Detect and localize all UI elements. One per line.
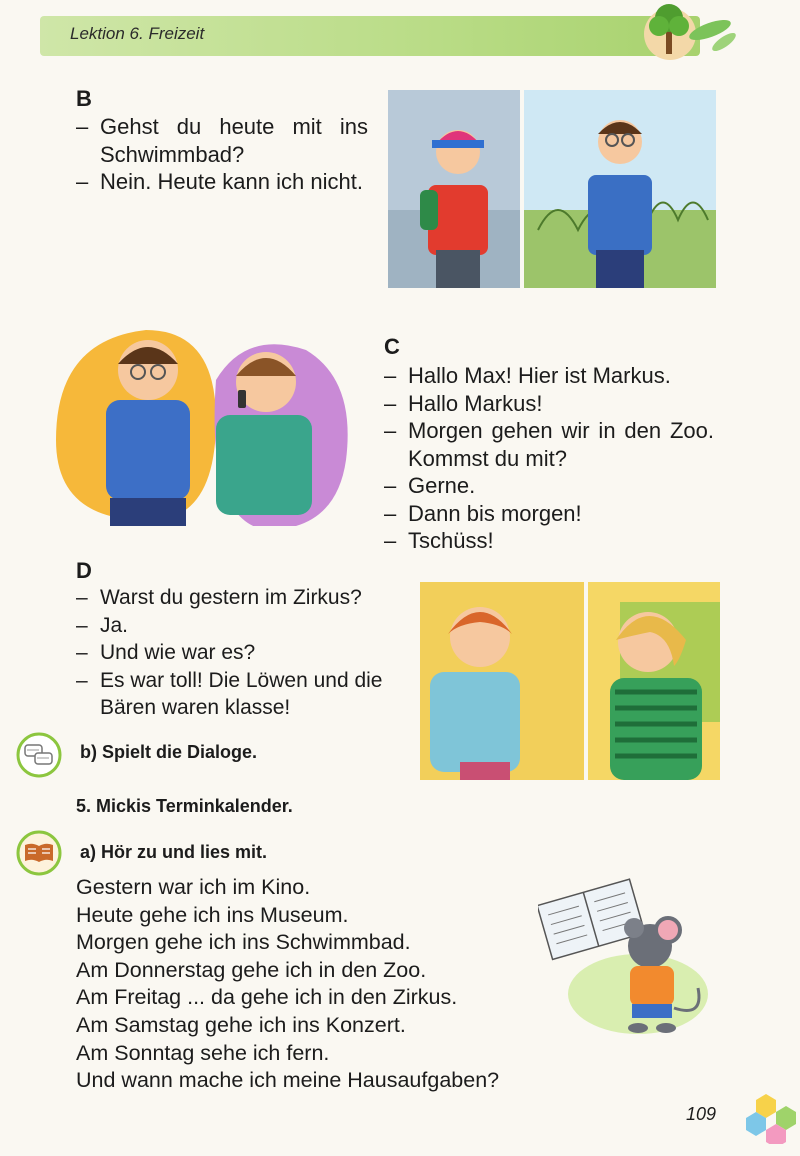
dialog-b-line: – Gehst du heute mit ins Schwimmbad? bbox=[76, 113, 368, 168]
dialog-c-line: – Gerne. bbox=[384, 472, 714, 500]
dialog-c-letter: C bbox=[384, 334, 400, 359]
dialog-c bbox=[384, 362, 714, 555]
chapter-title: Lektion 6. Freizeit bbox=[70, 24, 205, 43]
reading-line: Morgen gehe ich ins Schwimmbad. bbox=[76, 930, 411, 955]
illustration-two-boys-on-phone bbox=[46, 320, 352, 526]
dialog-b-letter: B bbox=[76, 86, 92, 111]
dialog-c-line: – Hallo Max! Hier ist Markus. bbox=[384, 362, 714, 390]
dialog-d bbox=[76, 584, 398, 722]
exercise-5-title: 5. Mickis Terminkalender. bbox=[76, 796, 293, 816]
corner-hexagon-decoration bbox=[736, 1092, 798, 1144]
reading-line: Am Freitag ... da gehe ich in den Zirkus. bbox=[76, 985, 458, 1010]
reading-line: Am Donnerstag gehe ich in den Zoo. bbox=[76, 957, 427, 982]
dialog-d-line: – Es war toll! Die Löwen und die Bären waren klasse! bbox=[76, 667, 398, 722]
reading-line: Heute gehe ich ins Museum. bbox=[76, 902, 349, 927]
reading-line: Und wann mache ich meine Hausaufgaben? bbox=[76, 1068, 500, 1093]
tree-icon bbox=[632, 0, 742, 60]
dialog-c-line: – Morgen gehen wir in den Zoo. Kommst du mit? bbox=[384, 417, 714, 472]
illustration-two-boys-meeting bbox=[388, 90, 716, 288]
task-b-instruction: b) Spielt die Dialoge. bbox=[80, 742, 258, 762]
open-book-icon bbox=[16, 830, 62, 876]
dialog-c-line: – Hallo Markus! bbox=[384, 390, 714, 418]
task-a-instruction: a) Hör zu und lies mit. bbox=[80, 842, 268, 862]
illustration-mouse-with-book bbox=[538, 872, 708, 1044]
dialog-d-line: – Warst du gestern im Zirkus? bbox=[76, 584, 398, 612]
dialog-b bbox=[76, 113, 368, 196]
reading-line: Am Samstag gehe ich ins Konzert. bbox=[76, 1012, 406, 1037]
dialog-d-line: – Und wie war es? bbox=[76, 639, 398, 667]
illustration-two-girls-talking bbox=[420, 582, 720, 780]
dialog-c-line: – Dann bis morgen! bbox=[384, 500, 714, 528]
page-number: 109 bbox=[686, 1104, 717, 1124]
dialog-c-line: – Tschüss! bbox=[384, 527, 714, 555]
micki-reading-text bbox=[76, 874, 499, 1095]
dialog-d-line: – Ja. bbox=[76, 612, 398, 640]
reading-line: Gestern war ich im Kino. bbox=[76, 875, 311, 899]
dialog-b-line: – Nein. Heute kann ich nicht. bbox=[76, 168, 368, 196]
speech-bubbles-icon bbox=[16, 732, 62, 778]
dialog-d-letter: D bbox=[76, 558, 92, 583]
reading-line: Am Sonntag sehe ich fern. bbox=[76, 1040, 330, 1065]
